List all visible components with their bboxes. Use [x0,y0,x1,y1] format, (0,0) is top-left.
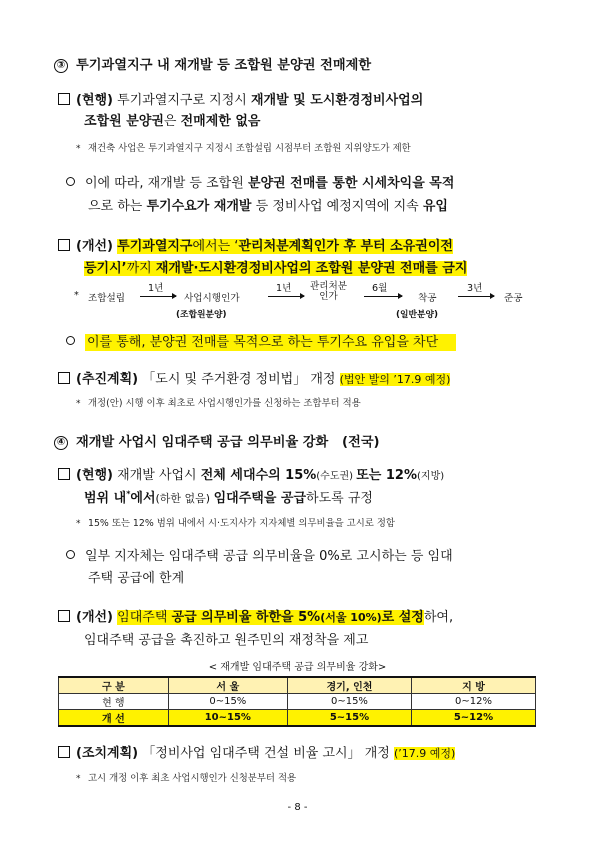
flow-step-2: 사업시행인가 [184,293,240,304]
table-header-row [59,677,536,694]
table-caption: < 재개발 임대주택 공급 의무비율 강화> [208,662,387,673]
table-cell: 현 행 [59,694,169,710]
section4-current-line2: 범위 내*에서(하한 없음) 임대주택을 공급하도록 규정 [84,489,373,506]
flow-period-2: 1년 [276,283,292,294]
section3-plan: (추진계획) 「도시 및 주거환경 정비법」 개정 (법안 발의 ’17.9 예정) [58,368,450,387]
checkbox-square-icon [58,468,70,480]
section3-bullet2: 이를 통해, 분양권 전매를 목적으로 하는 투기수요 유입을 차단 [66,331,456,350]
section4-current-line1: (현행) 재개발 사업시 전체 세대수의 15%(수도권) 또는 12%(지방) [58,464,444,483]
table-row [59,710,536,727]
table-cell: 0~12% [411,694,535,710]
table-header-cell: 경기, 인천 [287,677,411,694]
bullet-circle-icon [66,177,75,186]
flow-step-4: 착공 [418,293,437,304]
section4-bullet1-line1: 일부 지자체는 임대주택 공급 의무비율을 0%로 고시하는 등 임대 [66,545,453,564]
table-cell: 0~15% [168,694,287,710]
table-header-cell: 서 울 [168,677,287,694]
section3-improve-line1: (개선) 투기과열지구에서는 ‘관리처분계획인가 후 부터 소유권이전 [58,235,453,254]
rental-ratio-table [58,676,536,727]
checkbox-square-icon [58,746,70,758]
asterisk-icon: * [74,290,79,301]
section4-heading [54,431,380,450]
arrow-right-icon [364,296,402,297]
arrow-right-icon [268,296,304,297]
table-header-cell: 지 방 [411,677,535,694]
section3-heading [54,54,371,73]
flow-step-3: 관리처분 인가 [310,281,348,302]
section3-current-line2: 조합원 분양권은 전매제한 없음 [84,114,261,129]
flow-period-1: 1년 [148,283,164,294]
flow-period-4: 3년 [467,283,483,294]
section3-improve-line2: 등기시’까지 재개발·도시환경정비사업의 조합원 분양권 전매를 금지 [84,261,468,276]
circled-number-3: ③ [54,59,68,73]
flow-step-5: 준공 [504,293,523,304]
section3-note1: * 재건축 사업은 투기과열지구 지정시 조합설립 시점부터 조합원 지위양도가 제한 [76,143,411,154]
flow-sub-2: (일반분양) [396,310,439,320]
checkbox-square-icon [58,610,70,622]
timeline-flow [74,281,554,322]
flow-period-3: 6월 [372,283,388,294]
table-cell: 10~15% [168,710,287,727]
section4-improve-line1: (개선) 임대주택 공급 의무비율 하한을 5%(서울 10%)로 설정하여, [58,606,453,625]
section4-improve-line2: 임대주택 공급을 촉진하고 원주민의 재정착을 제고 [84,633,369,648]
table-cell: 0~15% [287,694,411,710]
section3-bullet1-line2: 으로 하는 투기수요가 재개발 등 정비사업 예정지역에 지속 유입 [88,199,448,214]
section3-title: 투기과열지구 내 재개발 등 조합원 분양권 전매제한 [76,58,372,73]
asterisk-icon: * [76,519,81,529]
asterisk-icon: * [76,399,81,409]
arrow-right-icon [140,296,176,297]
section4-title: 재개발 사업시 임대주택 공급 의무비율 강화 [76,435,329,450]
page-number: - 8 - [287,802,308,813]
table-header-cell: 구 분 [59,677,169,694]
section4-plan: (조치계획) 「정비사업 임대주택 건설 비율 고시」 개정 (’17.9 예정) [58,742,455,761]
flow-sub-1: (조합원분양) [176,310,227,320]
asterisk-icon: * [76,144,81,154]
flow-step-1: 조합설립 [88,293,126,304]
table-cell: 5~12% [411,710,535,727]
bullet-circle-icon [66,336,75,345]
section4-note2: * 고시 개정 이후 최초 사업시행인가 신청분부터 적용 [76,773,297,784]
section3-bullet1-line1: 이에 따라, 재개발 등 조합원 분양권 전매를 통한 시세차익을 목적 [66,172,454,191]
section3-note2: * 개정(안) 시행 이후 최초로 사업시행인가를 신청하는 조합부터 적용 [76,398,361,409]
circled-number-4: ④ [54,436,68,450]
section3-current-line1: (현행) 투기과열지구로 지정시 재개발 및 도시환경정비사업의 [58,89,423,108]
bullet-circle-icon [66,550,75,559]
checkbox-square-icon [58,372,70,384]
table-row [59,694,536,710]
checkbox-square-icon [58,93,70,105]
section4-tag: (전국) [342,435,380,450]
table-cell: 개 선 [59,710,169,727]
section4-note1: * 15% 또는 12% 범위 내에서 시·도지사가 지자체별 의무비율을 고시로 정함 [76,518,395,529]
table-cell: 5~15% [287,710,411,727]
arrow-right-icon [458,296,494,297]
asterisk-icon: * [76,774,81,784]
checkbox-square-icon [58,239,70,251]
section4-bullet1-line2: 주택 공급에 한계 [88,571,185,586]
